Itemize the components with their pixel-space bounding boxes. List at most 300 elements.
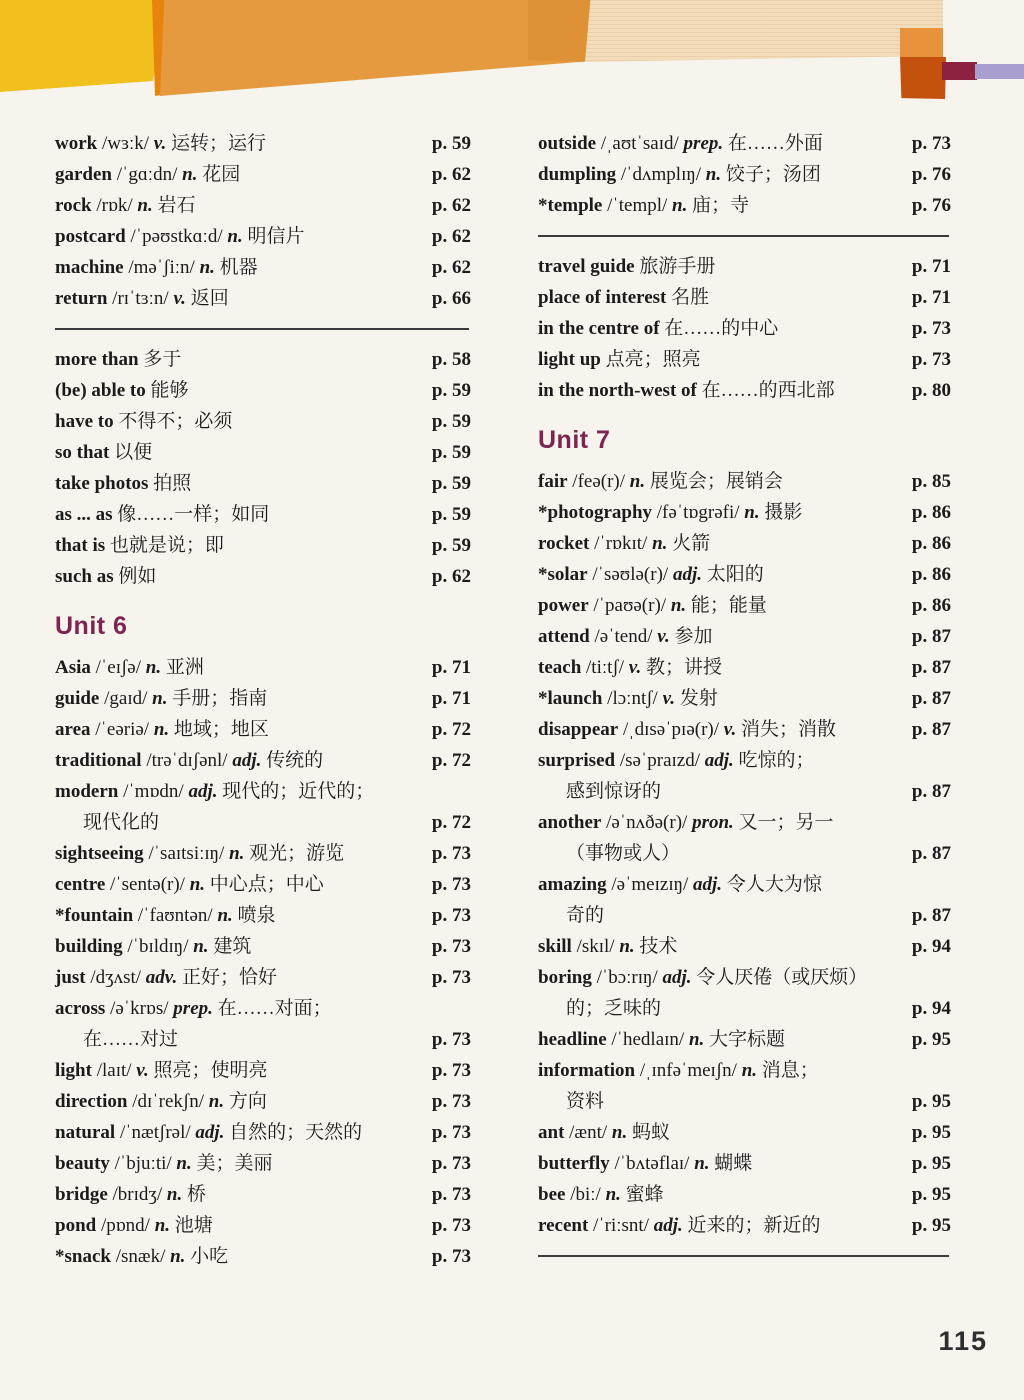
- entry-definition: 展览会；展销会: [649, 471, 783, 492]
- entry-text: [55, 561, 156, 592]
- entry-term: bee: [538, 1184, 566, 1205]
- entry-pos: adv.: [145, 967, 178, 988]
- entry-definition: 名胜: [671, 287, 710, 308]
- entry-text: [55, 283, 229, 314]
- entry-phonetic: /feə(r)/: [572, 471, 626, 492]
- entry-page-ref: p. 95: [911, 1029, 951, 1050]
- entry-pos: n.: [694, 1153, 710, 1174]
- vocab-entry: [55, 468, 471, 499]
- entry-pos: n.: [229, 843, 245, 864]
- entry-definition: 在……的中心: [664, 318, 779, 339]
- entry-term: (be) able to: [55, 380, 146, 401]
- vocab-entry: [55, 283, 471, 314]
- entry-page-ref: p. 62: [431, 164, 471, 185]
- entry-term: information: [538, 1060, 636, 1081]
- vocab-entry: [55, 221, 471, 252]
- entry-definition: 现代的；近代的；: [222, 781, 375, 802]
- vocab-entry: [55, 561, 471, 592]
- decor-orange-square: [900, 28, 943, 58]
- entry-definition: 教；讲授: [646, 657, 723, 678]
- entry-page-ref: p. 95: [911, 1122, 951, 1143]
- entry-text: [538, 313, 778, 344]
- entry-definition: 观光；游览: [249, 843, 345, 864]
- entry-definition: 传统的: [266, 750, 324, 771]
- entry-definition: 点亮；照亮: [605, 349, 701, 370]
- entry-text: [55, 869, 324, 900]
- entry-term: have to: [55, 411, 114, 432]
- entry-text: [55, 190, 196, 221]
- entry-page-ref: p. 73: [431, 905, 471, 926]
- entry-definition: 拍照: [153, 473, 192, 494]
- decor-orange-block: [160, 0, 592, 96]
- entry-text: [538, 559, 764, 590]
- entry-text: [538, 1210, 821, 1241]
- vocab-entry-cont: [55, 1024, 471, 1055]
- entry-pos: v.: [723, 719, 737, 740]
- entry-page-ref: p. 73: [431, 1029, 471, 1050]
- entry-definition: 蚂蚁: [632, 1122, 671, 1143]
- entry-phonetic: /məˈʃiːn/: [128, 257, 195, 278]
- vocab-entry: [538, 1024, 951, 1055]
- decor-maroon-square: [942, 62, 977, 80]
- entry-page-ref: p. 73: [431, 1215, 471, 1236]
- vocab-entry: [538, 497, 951, 528]
- entry-definition: 奇的: [566, 905, 605, 926]
- entry-pos: adj.: [188, 781, 218, 802]
- entry-page-ref: p. 73: [911, 349, 951, 370]
- decor-yellow-block: [0, 0, 168, 92]
- entry-page-ref: p. 73: [911, 133, 951, 154]
- entry-text: [538, 1148, 752, 1179]
- unit-header: Unit 6: [55, 612, 128, 640]
- entry-definition: 岩石: [157, 195, 196, 216]
- entry-page-ref: p. 72: [431, 719, 471, 740]
- entry-term: disappear: [538, 719, 619, 740]
- vocab-entry: [538, 466, 951, 497]
- entry-page-ref: p. 62: [431, 195, 471, 216]
- page-number: 115: [938, 1326, 988, 1356]
- entry-pos: n.: [208, 1091, 225, 1112]
- entry-term: garden: [55, 164, 112, 185]
- entry-text: [538, 1117, 670, 1148]
- entry-page-ref: p. 72: [431, 812, 471, 833]
- entry-pos: n.: [217, 905, 233, 926]
- entry-definition: 吃惊的；: [738, 750, 815, 771]
- entry-definition: 参加: [674, 626, 713, 647]
- entry-phonetic: /ˈfaʊntən/: [137, 905, 213, 926]
- entry-pos: n.: [152, 688, 168, 709]
- entry-term: traditional: [55, 750, 142, 771]
- vocab-entry: [538, 807, 951, 838]
- entry-definition: 消息；: [761, 1060, 819, 1081]
- entry-text: [538, 1055, 819, 1086]
- entry-page-ref: p. 62: [431, 226, 471, 247]
- entry-phonetic: /ænt/: [569, 1122, 608, 1143]
- vocab-entry: [538, 313, 951, 344]
- entry-phonetic: /tiːtʃ/: [586, 657, 625, 678]
- unit-header: Unit 7: [538, 426, 611, 454]
- entry-term: boring: [538, 967, 592, 988]
- vocab-entry: [538, 159, 951, 190]
- entry-text: [55, 406, 232, 437]
- entry-phonetic: /trəˈdɪʃənl/: [146, 750, 228, 771]
- entry-page-ref: p. 73: [911, 318, 951, 339]
- decor-beige-strip: [585, 0, 943, 62]
- entry-page-ref: p. 73: [431, 843, 471, 864]
- entry-pos: n.: [741, 1060, 758, 1081]
- entry-definition: 运转；运行: [171, 133, 267, 154]
- vocab-entry: [538, 869, 951, 900]
- entry-text: [538, 466, 783, 497]
- entry-term: ant: [538, 1122, 565, 1143]
- vocab-entry: [538, 590, 951, 621]
- entry-definition: 美；美丽: [196, 1153, 273, 1174]
- entry-page-ref: p. 87: [911, 626, 951, 647]
- entry-page-ref: p. 95: [911, 1215, 951, 1236]
- entry-page-ref: p. 71: [911, 287, 951, 308]
- entry-term: take photos: [55, 473, 149, 494]
- vocab-entry: [538, 683, 951, 714]
- entry-pos: n.: [154, 1215, 171, 1236]
- vocab-entry-cont: [538, 900, 951, 931]
- entry-definition: 近来的；新近的: [687, 1215, 821, 1236]
- entry-text: [55, 776, 374, 807]
- entry-term: surprised: [538, 750, 616, 771]
- entry-page-ref: p. 73: [431, 1153, 471, 1174]
- entry-term: light: [55, 1060, 92, 1081]
- vocab-entry: [55, 962, 471, 993]
- vocab-entry: [55, 159, 471, 190]
- vocab-entry: [55, 1148, 471, 1179]
- entry-definition: 大字标题: [709, 1029, 786, 1050]
- section-divider: [538, 1255, 949, 1257]
- entry-text: [538, 745, 815, 776]
- vocab-entry: [538, 962, 951, 993]
- entry-phonetic: /ˈbjuːti/: [114, 1153, 172, 1174]
- entry-text: [538, 497, 802, 528]
- entry-phonetic: /ˌɪnfəˈmeɪʃn/: [639, 1060, 737, 1081]
- entry-page-ref: p. 59: [431, 442, 471, 463]
- vocab-entry: [538, 128, 951, 159]
- entry-definition: 蜜蜂: [625, 1184, 664, 1205]
- entry-page-ref: p. 87: [911, 719, 951, 740]
- entry-page-ref: p. 59: [431, 504, 471, 525]
- entry-term: across: [55, 998, 106, 1019]
- entry-text: [55, 962, 277, 993]
- entry-phonetic: /ˈbʌtəflaɪ/: [614, 1153, 690, 1174]
- vocab-entry: [538, 652, 951, 683]
- entry-page-ref: p. 87: [911, 781, 951, 802]
- entry-page-ref: p. 62: [431, 566, 471, 587]
- entry-pos: pron.: [692, 812, 734, 833]
- vocab-entry-cont: [538, 1086, 951, 1117]
- entry-text: [538, 251, 715, 282]
- entry-text: [55, 159, 240, 190]
- entry-pos: n.: [688, 1029, 705, 1050]
- entry-definition: 饺子；汤团: [725, 164, 821, 185]
- entry-definition: （事物或人）: [566, 843, 681, 864]
- entry-definition: 能；能量: [690, 595, 767, 616]
- entry-text: [55, 128, 266, 159]
- entry-term: just: [55, 967, 86, 988]
- entry-pos: n.: [145, 657, 162, 678]
- entry-term: centre: [55, 874, 106, 895]
- entry-page-ref: p. 59: [431, 535, 471, 556]
- entry-phonetic: /laɪt/: [96, 1060, 132, 1081]
- entry-page-ref: p. 87: [911, 843, 951, 864]
- entry-term: bridge: [55, 1184, 108, 1205]
- entry-page-ref: p. 73: [431, 1091, 471, 1112]
- entry-text: [538, 931, 677, 962]
- entry-phonetic: /snæk/: [115, 1246, 166, 1267]
- entry-definition: 发射: [679, 688, 718, 709]
- entry-text: [55, 437, 152, 468]
- entry-text: [538, 714, 836, 745]
- entry-text: [55, 900, 276, 931]
- vocab-entry: [538, 1117, 951, 1148]
- entry-text: [538, 621, 713, 652]
- entry-term: beauty: [55, 1153, 110, 1174]
- entry-term: dumpling: [538, 164, 617, 185]
- entry-pos: n.: [153, 719, 170, 740]
- entry-pos: n.: [170, 1246, 186, 1267]
- entry-text: [538, 776, 661, 807]
- vocab-entry: [538, 714, 951, 745]
- vocab-entry: [55, 1179, 471, 1210]
- entry-page-ref: p. 86: [911, 564, 951, 585]
- entry-definition: 又一；另一: [738, 812, 834, 833]
- vocab-entry: [538, 1210, 951, 1241]
- entry-page-ref: p. 71: [431, 688, 471, 709]
- entry-text: [538, 900, 604, 931]
- entry-page-ref: p. 71: [911, 256, 951, 277]
- vocab-entry: [55, 931, 471, 962]
- entry-definition: 消失；消散: [741, 719, 837, 740]
- entry-pos: adj.: [232, 750, 262, 771]
- entry-phonetic: /pɒnd/: [100, 1215, 150, 1236]
- entry-definition: 能够: [150, 380, 189, 401]
- entry-term: Asia: [55, 657, 91, 678]
- entry-text: [55, 745, 323, 776]
- entry-page-ref: p. 73: [431, 936, 471, 957]
- entry-pos: prep.: [173, 998, 213, 1019]
- entry-definition: 以便: [114, 442, 153, 463]
- vocab-entry: [55, 1241, 471, 1272]
- vocab-entry-cont: [538, 993, 951, 1024]
- vocab-entry: [55, 344, 471, 375]
- entry-phonetic: /ˈeɪʃə/: [95, 657, 142, 678]
- vocab-entry: [55, 745, 471, 776]
- entry-text: [55, 683, 267, 714]
- entry-term: place of interest: [538, 287, 667, 308]
- entry-term: *launch: [538, 688, 603, 709]
- entry-text: [55, 1086, 267, 1117]
- entry-page-ref: p. 87: [911, 657, 951, 678]
- entry-term: headline: [538, 1029, 607, 1050]
- entry-pos: n.: [605, 1184, 621, 1205]
- entry-definition: 池塘: [174, 1215, 213, 1236]
- entry-page-ref: p. 73: [431, 1246, 471, 1267]
- entry-phonetic: /ˈbɔːrɪŋ/: [596, 967, 658, 988]
- entry-phonetic: /ˈmɒdn/: [123, 781, 184, 802]
- entry-definition: 旅游手册: [639, 256, 716, 277]
- vocab-entry: [538, 1179, 951, 1210]
- vocab-entry: [538, 621, 951, 652]
- entry-pos: n.: [611, 1122, 628, 1143]
- entry-text: [55, 344, 181, 375]
- entry-text: [55, 1117, 362, 1148]
- entry-page-ref: p. 72: [431, 750, 471, 771]
- entry-text: [538, 128, 823, 159]
- vocab-entry: [55, 993, 471, 1024]
- entry-page-ref: p. 59: [431, 380, 471, 401]
- entry-pos: n.: [137, 195, 153, 216]
- entry-text: [55, 838, 344, 869]
- entry-phonetic: /skɪl/: [576, 936, 615, 957]
- entry-page-ref: p. 87: [911, 688, 951, 709]
- entry-text: [538, 528, 710, 559]
- entry-phonetic: /rɪˈtɜːn/: [112, 288, 169, 309]
- entry-pos: n.: [705, 164, 722, 185]
- entry-text: [538, 652, 722, 683]
- entry-term: as ... as: [55, 504, 113, 525]
- entry-pos: adj.: [693, 874, 723, 895]
- entry-pos: n.: [193, 936, 209, 957]
- entry-page-ref: p. 76: [911, 164, 951, 185]
- vocab-entry-cont: [55, 807, 471, 838]
- entry-phonetic: /əˈtend/: [594, 626, 653, 647]
- entry-text: [538, 962, 867, 993]
- vocab-entry: [55, 499, 471, 530]
- vocab-entry: [55, 838, 471, 869]
- vocab-entry: [538, 375, 951, 406]
- vocab-entry: [55, 190, 471, 221]
- entry-pos: v.: [662, 688, 676, 709]
- vocab-entry: [55, 530, 471, 561]
- entry-phonetic: /ˈeəriə/: [95, 719, 150, 740]
- entry-definition: 中心点；中心: [209, 874, 324, 895]
- entry-phonetic: /səˈpraɪzd/: [619, 750, 701, 771]
- vocab-entry: [55, 1117, 471, 1148]
- entry-page-ref: p. 95: [911, 1091, 951, 1112]
- entry-pos: v.: [628, 657, 642, 678]
- entry-definition: 令人大为惊: [726, 874, 822, 895]
- entry-definition: 像……一样；如同: [117, 504, 270, 525]
- entry-text: [55, 807, 159, 838]
- entry-text: [55, 1210, 213, 1241]
- entry-phonetic: /ˈpəʊstkɑːd/: [130, 226, 223, 247]
- entry-pos: n.: [176, 1153, 192, 1174]
- entry-page-ref: p. 73: [431, 874, 471, 895]
- entry-page-ref: p. 86: [911, 502, 951, 523]
- entry-definition: 火箭: [672, 533, 711, 554]
- entry-text: [55, 221, 304, 252]
- decor-rust-square: [900, 57, 946, 99]
- entry-text: [538, 1024, 785, 1055]
- entry-definition: 在……对面；: [217, 998, 332, 1019]
- entry-page-ref: p. 73: [431, 1060, 471, 1081]
- entry-definition: 建筑: [213, 936, 252, 957]
- entry-page-ref: p. 73: [431, 1184, 471, 1205]
- entry-phonetic: /dʒʌst/: [90, 967, 142, 988]
- vocab-entry: [538, 745, 951, 776]
- entry-page-ref: p. 95: [911, 1153, 951, 1174]
- vocab-entry: [55, 714, 471, 745]
- entry-definition: 花园: [202, 164, 241, 185]
- entry-phonetic: /ˈtempl/: [607, 195, 668, 216]
- entry-term: butterfly: [538, 1153, 610, 1174]
- entry-text: [55, 375, 189, 406]
- entry-term: outside: [538, 133, 597, 154]
- vocab-entry-cont: [538, 776, 951, 807]
- entry-term: *snack: [55, 1246, 111, 1267]
- entry-definition: 喷泉: [237, 905, 276, 926]
- entry-pos: n.: [227, 226, 243, 247]
- entry-pos: n.: [672, 195, 688, 216]
- entry-phonetic: /gaɪd/: [104, 688, 148, 709]
- entry-term: skill: [538, 936, 572, 957]
- entry-page-ref: p. 73: [431, 1122, 471, 1143]
- entry-phonetic: /ˈnætʃrəl/: [119, 1122, 191, 1143]
- entry-pos: n.: [182, 164, 198, 185]
- entry-term: another: [538, 812, 602, 833]
- entry-term: *fountain: [55, 905, 134, 926]
- entry-phonetic: /ˌaʊtˈsaɪd/: [600, 133, 679, 154]
- entry-definition: 在……的西北部: [701, 380, 835, 401]
- entry-definition: 感到惊讶的: [566, 781, 662, 802]
- entry-phonetic: /əˈnʌðə(r)/: [606, 812, 688, 833]
- entry-page-ref: p. 94: [911, 936, 951, 957]
- entry-text: [538, 1086, 604, 1117]
- entry-text: [538, 159, 821, 190]
- section-divider: [538, 235, 949, 237]
- entry-term: *solar: [538, 564, 588, 585]
- entry-pos: v.: [657, 626, 670, 647]
- decor-orange-overlay: [528, 0, 592, 62]
- entry-term: light up: [538, 349, 601, 370]
- entry-text: [538, 375, 835, 406]
- entry-term: travel guide: [538, 256, 635, 277]
- entry-text: [538, 807, 834, 838]
- entry-definition: 桥: [186, 1184, 206, 1205]
- entry-definition: 蝴蝶: [714, 1153, 753, 1174]
- entry-text: [538, 190, 749, 221]
- entry-text: [538, 344, 701, 375]
- entry-definition: 小吃: [190, 1246, 229, 1267]
- entry-pos: n.: [199, 257, 215, 278]
- entry-phonetic: /ˈbɪldɪŋ/: [127, 936, 189, 957]
- entry-term: fair: [538, 471, 568, 492]
- entry-text: [55, 993, 332, 1024]
- entry-definition: 在……对过: [83, 1029, 179, 1050]
- entry-phonetic: /fəˈtɒgrəfi/: [656, 502, 740, 523]
- entry-page-ref: p. 73: [431, 967, 471, 988]
- vocab-entry: [538, 931, 951, 962]
- entry-pos: v.: [153, 133, 167, 154]
- entry-definition: 的；乏味的: [566, 998, 662, 1019]
- vocab-entry: [538, 344, 951, 375]
- vocab-entry: [55, 869, 471, 900]
- entry-text: [55, 499, 269, 530]
- entry-phonetic: /ˈpaʊə(r)/: [593, 595, 667, 616]
- entry-phonetic: /dɪˈrekʃn/: [132, 1091, 204, 1112]
- entry-definition: 返回: [190, 288, 229, 309]
- entry-term: recent: [538, 1215, 589, 1236]
- entry-definition: 机器: [219, 257, 258, 278]
- entry-term: amazing: [538, 874, 607, 895]
- entry-phonetic: /əˈmeɪzɪŋ/: [611, 874, 689, 895]
- right-column: [538, 128, 951, 1271]
